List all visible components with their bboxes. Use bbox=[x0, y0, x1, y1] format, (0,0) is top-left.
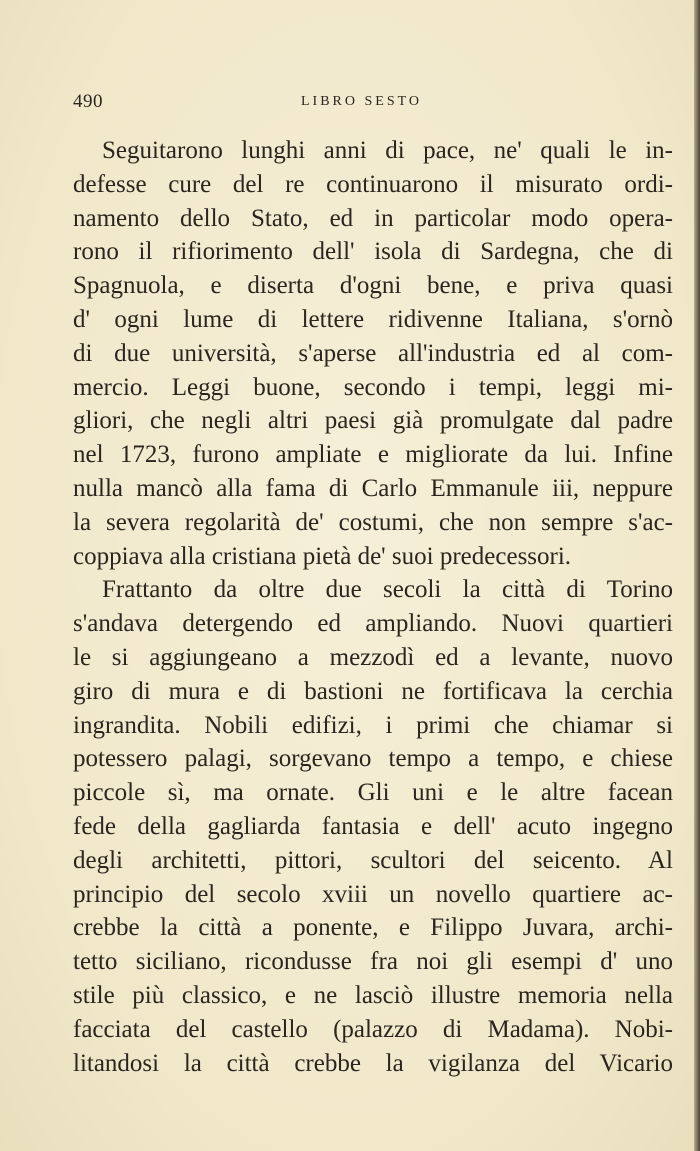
text-line: defesse cure del re continuarono il misurato ordi- bbox=[73, 170, 673, 198]
text-line: giro di mura e di bastioni ne fortificava la cerchia bbox=[73, 677, 673, 705]
body-text bbox=[73, 134, 673, 1080]
text-line: degli architetti, pittori, scultori del seicento. Al bbox=[73, 846, 673, 874]
text-line: facciata del castello (palazzo di Madama). Nobi- bbox=[73, 1015, 673, 1043]
text-line: tetto siciliano, ricondusse fra noi gli esempi d' uno bbox=[73, 948, 673, 976]
page-edge-shadow bbox=[694, 0, 700, 1151]
text-line: potessero palagi, sorgevano tempo a tempo, e chiese bbox=[73, 745, 673, 773]
text-line: coppiava alla cristiana pietà de' suoi predecessori. bbox=[73, 542, 572, 570]
text-line: di due università, s'aperse all'industria ed al com- bbox=[73, 339, 673, 367]
text-line: Spagnuola, e diserta d'ogni bene, e priva quasi bbox=[73, 272, 673, 300]
text-line: stile più classico, e ne lasciò illustre memoria nella bbox=[73, 981, 673, 1009]
text-line: Seguitarono lunghi anni di pace, ne' quali le in- bbox=[102, 137, 673, 164]
text-line: nulla mancò alla fama di Carlo Emmanule iii, neppure bbox=[73, 474, 673, 502]
text-line: mercio. Leggi buone, secondo i tempi, leggi mi- bbox=[73, 373, 673, 401]
text-line: fede della gagliarda fantasia e dell' acuto ingegno bbox=[73, 812, 673, 840]
page-number: 490 bbox=[73, 91, 103, 112]
text-line: gliori, che negli altri paesi già promulgate dal padre bbox=[73, 407, 673, 435]
page-header bbox=[73, 91, 673, 115]
text-line: piccole sì, ma ornate. Gli uni e le altre facean bbox=[73, 779, 673, 807]
text-line: le si aggiungeano a mezzodì ed a levante, nuovo bbox=[73, 643, 673, 671]
text-line: litandosi la città crebbe la vigilanza del Vicario bbox=[73, 1049, 673, 1077]
text-line: principio del secolo xviii un novello quartiere ac- bbox=[73, 880, 673, 908]
text-line: la severa regolarità de' costumi, che non sempre s'ac- bbox=[73, 508, 673, 536]
text-line: nel 1723, furono ampliate e migliorate da lui. Infine bbox=[73, 441, 673, 469]
text-line: Frattanto da oltre due secoli la città di Torino bbox=[102, 576, 673, 604]
text-line: s'andava detergendo ed ampliando. Nuovi quartieri bbox=[73, 610, 673, 638]
text-line: ingrandita. Nobili edifizi, i primi che chiamar si bbox=[73, 711, 673, 739]
text-line: d' ogni lume di lettere ridivenne Italiana, s'ornò bbox=[73, 305, 673, 333]
text-line: rono il rifiorimento dell' isola di Sardegna, che di bbox=[73, 238, 673, 266]
running-head: LIBRO SESTO bbox=[301, 94, 423, 109]
text-line: namento dello Stato, ed in particolar modo opera- bbox=[73, 204, 673, 232]
text-line: crebbe la città a ponente, e Filippo Juvara, archi- bbox=[73, 914, 673, 942]
